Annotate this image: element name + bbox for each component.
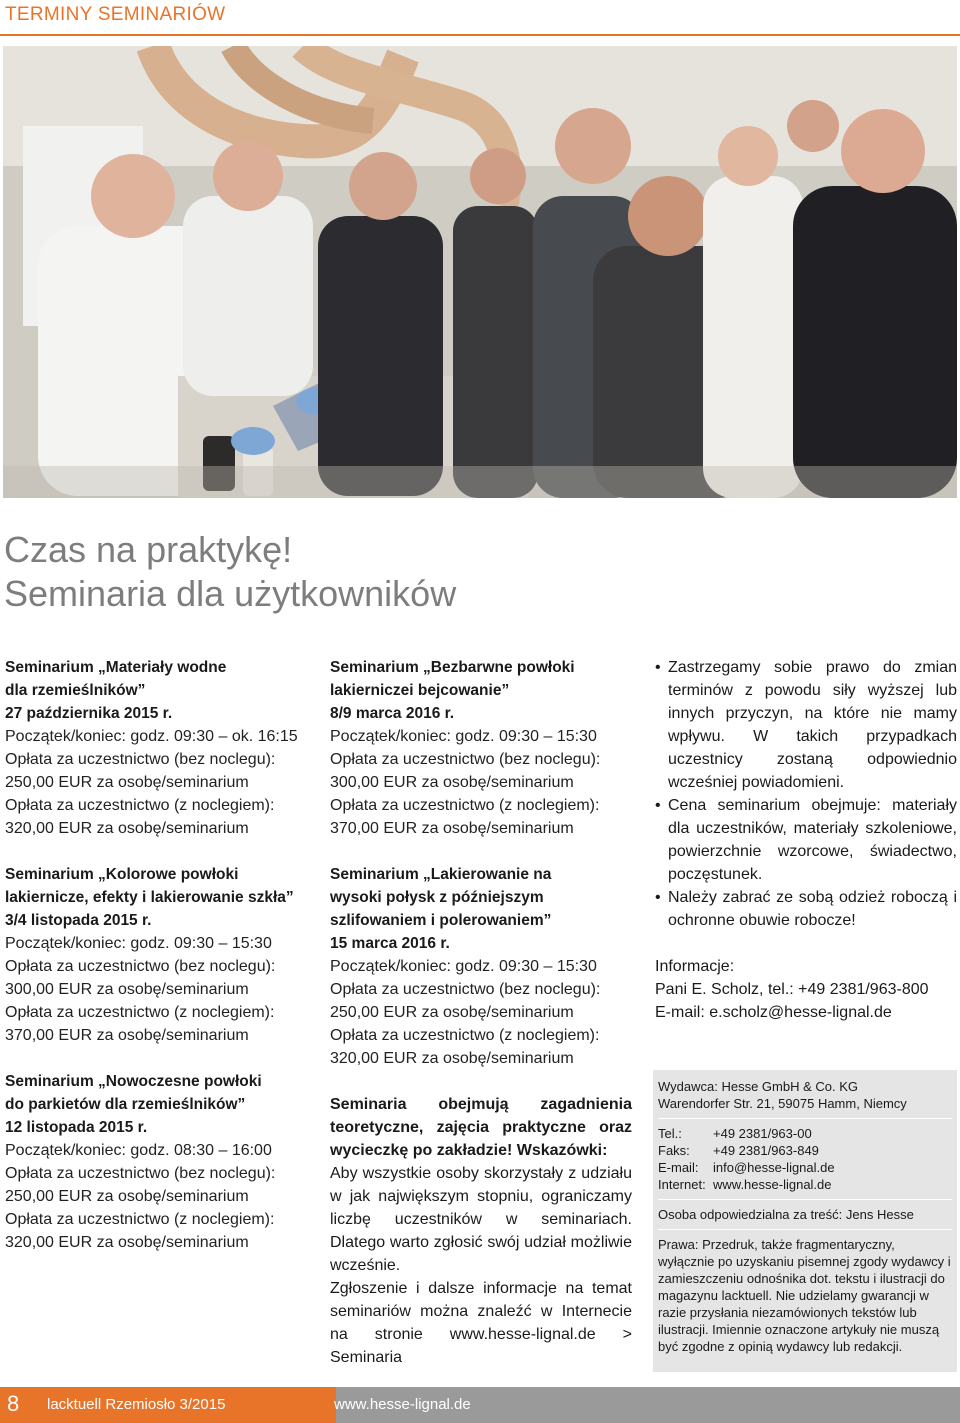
seminar-date: 15 marca 2016 r. [330, 935, 450, 952]
contact-person: Pani E. Scholz, tel.: +49 2381/963-800 [655, 981, 929, 998]
seminar-time: Początek/koniec: godz. 09:30 – ok. 16:15 [5, 728, 298, 745]
rights-notice: Prawa: Przedruk, także fragmentaryczny, wyłącznie po uzyskaniu pisemnej zgody wydawcy i zamieszczeniu odnośnika dot. tekstu i ilustracji do magazynu lacktuell. Nie udzielamy gwarancji w razie przysłania niezamówionych tekstów lub ilustracji. Imiennie oznaczone artykuły nie muszą być zgodne z opinią wydawcy lub redakcji. [658, 1237, 951, 1354]
divider [658, 1199, 952, 1200]
fax-label: Faks: [658, 1143, 690, 1158]
seminar-time: Początek/koniec: godz. 09:30 – 15:30 [330, 728, 597, 745]
fee-label: Opłata za uczestnictwo (z noclegiem): [5, 797, 275, 814]
seminar-photo [3, 46, 957, 498]
seminar-date: 8/9 marca 2016 r. [330, 705, 455, 722]
section-header: TERMINY SEMINARIÓW [5, 4, 226, 25]
seminar-name: dla rzemieślników” [5, 682, 146, 699]
seminar-name: Seminarium „Nowoczesne powłoki [5, 1073, 262, 1090]
seminar-name: Seminarium „Materiały wodne [5, 659, 227, 676]
bullet-icon: • [655, 797, 661, 814]
seminar-name: lakierniczei bejcowanie” [330, 682, 510, 699]
tel-value: +49 2381/963-00 [713, 1126, 812, 1141]
page-title [4, 528, 456, 616]
notes-lead: Seminaria obejmują zagadnienia teoretyczne, zajęcia praktyczne oraz wycieczkę po zakładzie! Wskazówki: [330, 1096, 632, 1159]
seminar-entry [5, 863, 320, 1047]
seminar-entry [5, 1070, 320, 1254]
fee-price: 250,00 EUR za osobę/seminarium [5, 1188, 249, 1205]
seminar-column-2 [330, 656, 632, 1369]
imprint-row [658, 1159, 952, 1176]
email-value: info@hesse-lignal.de [713, 1160, 835, 1175]
magazine-title: lacktuell Rzemiosło 3/2015 [47, 1396, 226, 1413]
fee-price: 320,00 EUR za osobę/seminarium [5, 1234, 249, 1251]
responsible-person: Osoba odpowiedzialna za treść: Jens Hesse [658, 1207, 914, 1222]
page-number: 8 [7, 1391, 20, 1416]
seminar-date: 27 października 2015 r. [5, 705, 173, 722]
imprint-box [653, 1070, 957, 1372]
fee-label: Opłata za uczestnictwo (z noclegiem): [5, 1004, 275, 1021]
fee-label: Opłata za uczestnictwo (bez noclegu): [5, 1165, 276, 1182]
seminar-date: 12 listopada 2015 r. [5, 1119, 148, 1136]
divider [658, 1229, 952, 1230]
seminar-time: Początek/koniec: godz. 08:30 – 16:00 [5, 1142, 272, 1159]
seminar-name: Seminarium „Kolorowe powłoki [5, 866, 239, 883]
fax-value: +49 2381/963-849 [713, 1143, 819, 1158]
fee-label: Opłata za uczestnictwo (z noclegiem): [330, 797, 600, 814]
seminar-name: szlifowaniem i polerowaniem” [330, 912, 552, 929]
seminar-time: Początek/koniec: godz. 09:30 – 15:30 [5, 935, 272, 952]
fee-label: Opłata za uczestnictwo (bez noclegu): [5, 958, 276, 975]
fee-label: Opłata za uczestnictwo (z noclegiem): [330, 1027, 600, 1044]
fee-price: 320,00 EUR za osobę/seminarium [330, 1050, 574, 1067]
imprint-row [658, 1176, 952, 1193]
title-line-1: Czas na praktykę! [4, 529, 293, 570]
list-item-text: Cena seminarium obejmuje: materiały dla uczestników, materiały szkoleniowe, powierzchnie wzorcowe, świadectwo, poczęstunek. [668, 797, 957, 883]
header-rule [0, 34, 960, 36]
seminar-date: 3/4 listopada 2015 r. [5, 912, 152, 929]
fee-price: 320,00 EUR za osobę/seminarium [5, 820, 249, 837]
internet-value: www.hesse-lignal.de [713, 1177, 832, 1192]
fee-price: 300,00 EUR za osobę/seminarium [330, 774, 574, 791]
contact-email: E-mail: e.scholz@hesse-lignal.de [655, 1004, 892, 1021]
publisher-address: Warendorfer Str. 21, 59075 Hamm, Niemcy [658, 1096, 907, 1111]
list-item-text: Należy zabrać ze sobą odzież roboczą i ochronne obuwie robocze! [668, 889, 957, 929]
seminar-column-1 [5, 656, 320, 1277]
info-heading: Informacje: [655, 958, 735, 975]
seminar-entry [5, 656, 320, 840]
seminar-name: wysoki połysk z późniejszym [330, 889, 544, 906]
divider [658, 1118, 952, 1119]
terms-list [655, 656, 957, 932]
fee-price: 250,00 EUR za osobę/seminarium [330, 1004, 574, 1021]
seminar-name: Seminarium „Bezbarwne powłoki [330, 659, 575, 676]
seminar-name: lakiernicze, efekty i lakierowanie szkła” [5, 889, 294, 906]
fee-price: 300,00 EUR za osobę/seminarium [5, 981, 249, 998]
fee-label: Opłata za uczestnictwo (bez noclegu): [330, 981, 601, 998]
email-label: E-mail: [658, 1160, 699, 1175]
imprint-row [658, 1125, 952, 1142]
bullet-icon: • [655, 889, 661, 906]
tel-label: Tel.: [658, 1126, 682, 1141]
publisher: Wydawca: Hesse GmbH & Co. KG [658, 1079, 858, 1094]
list-item [655, 886, 957, 932]
seminar-name: do parkietów dla rzemieślników” [5, 1096, 246, 1113]
fee-price: 370,00 EUR za osobę/seminarium [5, 1027, 249, 1044]
bullet-icon: • [655, 659, 661, 676]
info-column [655, 656, 957, 1024]
imprint-row [658, 1142, 952, 1159]
seminar-name: Seminarium „Lakierowanie na [330, 866, 552, 883]
list-item [655, 794, 957, 886]
list-item-text: Zastrzegamy sobie prawo do zmian terminów z powodu siły wyższej lub innych przyczyn, na które nie mamy wpływu. W takich przypadkach uczestnicy zostaną odpowiednio wcześniej powiadomieni. [668, 659, 957, 791]
fee-label: Opłata za uczestnictwo (bez noclegu): [330, 751, 601, 768]
seminar-time: Początek/koniec: godz. 09:30 – 15:30 [330, 958, 597, 975]
contact-info [655, 955, 957, 1024]
seminar-entry [330, 656, 632, 840]
website-link[interactable]: www.hesse-lignal.de [334, 1396, 471, 1413]
internet-label: Internet: [658, 1177, 706, 1192]
seminar-notes [330, 1093, 632, 1369]
fee-label: Opłata za uczestnictwo (bez noclegu): [5, 751, 276, 768]
notes-paragraph: Zgłoszenie i dalsze informacje na temat seminariów można znaleźć w Internecie na stronie www.hesse-lignal.de > Seminaria [330, 1280, 632, 1366]
list-item [655, 656, 957, 794]
title-line-2: Seminaria dla użytkowników [4, 573, 457, 614]
seminar-entry [330, 863, 632, 1070]
fee-price: 250,00 EUR za osobę/seminarium [5, 774, 249, 791]
fee-price: 370,00 EUR za osobę/seminarium [330, 820, 574, 837]
fee-label: Opłata za uczestnictwo (z noclegiem): [5, 1211, 275, 1228]
page-footer [0, 1387, 960, 1423]
notes-paragraph: Aby wszystkie osoby skorzystały z udziału w jak największym stopniu, ograniczamy liczbę uczestników w seminariach. Dlatego warto zgłosić swój udział możliwie wcześnie. [330, 1165, 632, 1274]
